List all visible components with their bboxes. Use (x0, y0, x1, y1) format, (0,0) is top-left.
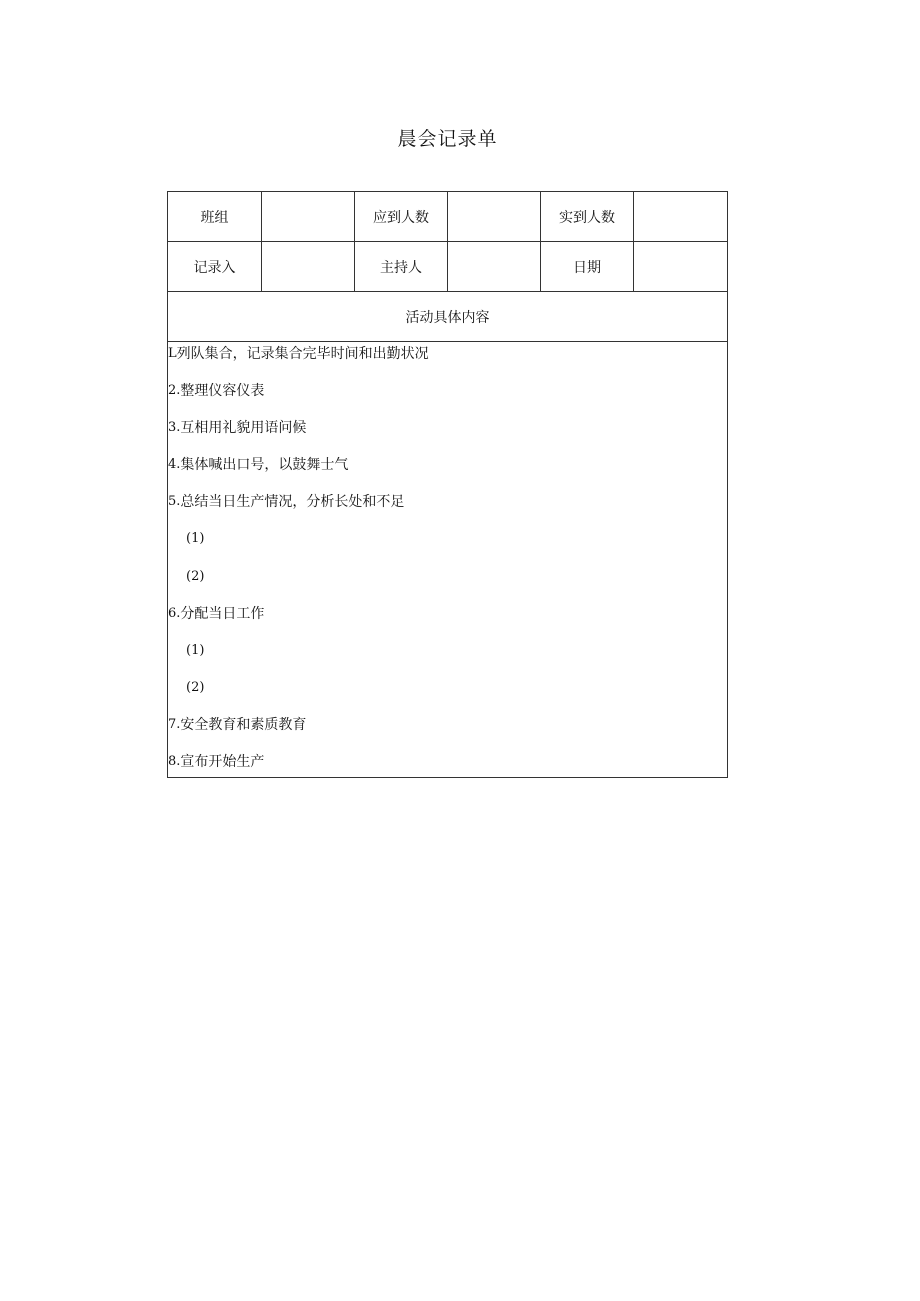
item-number: L (168, 346, 177, 361)
list-item (168, 492, 727, 529)
field-recorder[interactable] (262, 242, 355, 291)
header-row-2 (168, 242, 727, 292)
list-item (168, 455, 727, 492)
label-expected-count: 应到人数 (355, 192, 448, 241)
label-actual-count: 实到人数 (541, 192, 634, 241)
item-number: 5. (168, 494, 181, 510)
label-recorder: 记录入 (168, 242, 262, 291)
subitem-number: (1) (186, 531, 205, 547)
subitem-number: (2) (186, 568, 205, 584)
list-subitem (168, 678, 727, 715)
list-item (168, 604, 727, 641)
section-title: 活动具体内容 (168, 292, 727, 342)
item-text: 总结当日生产情况，分析长处和不足 (180, 494, 405, 511)
subitem-number: (1) (186, 642, 205, 658)
label-team: 班组 (168, 192, 262, 241)
item-text: 宣布开始生产 (180, 754, 265, 771)
item-number: 6. (168, 605, 181, 621)
list-subitem (168, 567, 727, 604)
label-host: 主持人 (355, 242, 448, 291)
field-expected-count[interactable] (448, 192, 541, 241)
item-text: 分配当日工作 (180, 605, 265, 622)
item-number: 2. (168, 383, 181, 399)
field-host[interactable] (448, 242, 541, 291)
item-number: 4. (168, 457, 181, 473)
list-item (168, 344, 727, 381)
field-date[interactable] (634, 242, 727, 291)
item-number: 8. (168, 754, 181, 770)
item-text: 整理仪容仪表 (180, 383, 265, 400)
meeting-record-form (167, 191, 728, 778)
label-date: 日期 (541, 242, 634, 291)
list-item (168, 381, 727, 418)
activity-list (168, 342, 727, 789)
field-actual-count[interactable] (634, 192, 727, 241)
list-subitem (168, 641, 727, 678)
document-title: 晨会记录单 (397, 128, 498, 150)
subitem-number: (2) (186, 679, 205, 695)
item-text: 安全教育和素质教育 (180, 716, 307, 733)
header-row-1 (168, 192, 727, 242)
list-item (168, 715, 727, 752)
item-text: 集体喊出口号，以鼓舞士气 (180, 457, 349, 474)
list-subitem (168, 529, 727, 566)
list-item (168, 418, 727, 455)
field-team[interactable] (262, 192, 355, 241)
item-number: 3. (168, 420, 181, 436)
item-text: 互相用礼貌用语问候 (180, 420, 307, 437)
list-item (168, 752, 727, 789)
item-number: 7. (168, 716, 181, 732)
item-text: 列队集合，记录集合完毕时间和出勤状况 (176, 346, 429, 362)
